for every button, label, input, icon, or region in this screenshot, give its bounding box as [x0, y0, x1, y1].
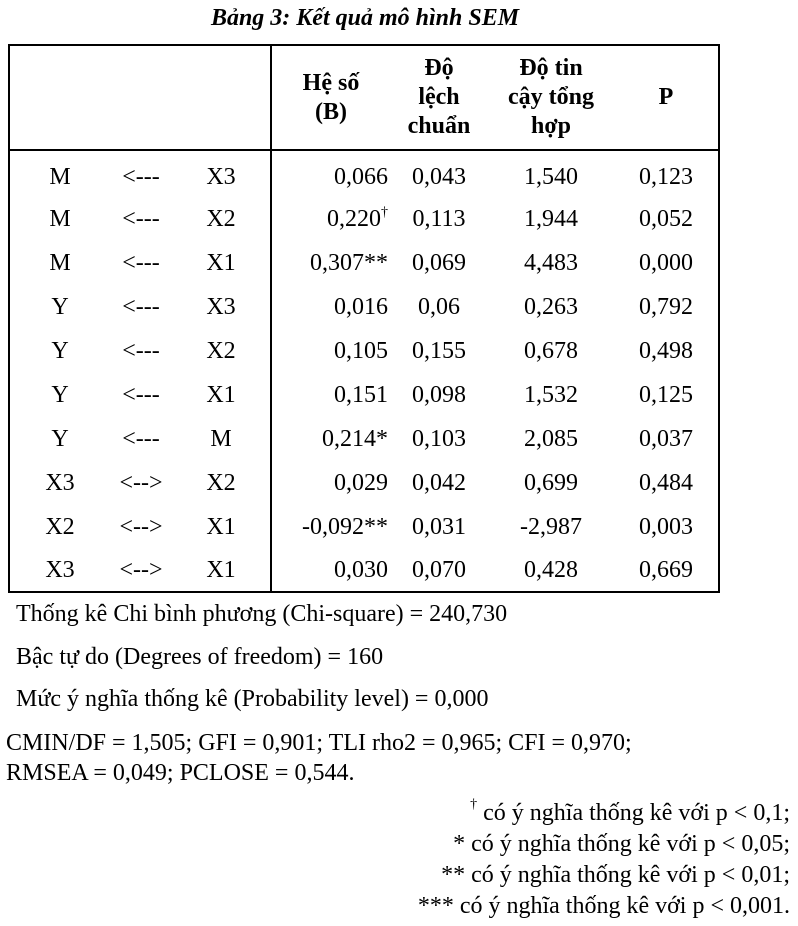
note-dagger: † có ý nghĩa thống kê với p < 0,1;	[470, 797, 790, 826]
cell-coefficient: 0,016	[334, 293, 388, 320]
cell-dependent-var: X2	[45, 513, 75, 540]
cell-path-arrow: <---	[122, 249, 160, 276]
cell-independent-var: X2	[172, 329, 271, 373]
cell-composite-reliability: 4,483	[524, 249, 578, 276]
cell-independent-var: X3	[172, 150, 271, 197]
cell-dependent-var: Y	[51, 337, 69, 364]
cell-dependent-var: X3	[45, 556, 75, 583]
table-row	[9, 373, 719, 417]
cell-path-arrow: <-->	[119, 469, 163, 496]
cell-coefficient: 0,105	[334, 337, 388, 364]
cell-std-error: 0,043	[412, 163, 466, 190]
cell-composite-reliability: 0,699	[524, 469, 578, 496]
table-row	[9, 417, 719, 461]
cell-independent-var: X2	[172, 461, 271, 505]
cell-coefficient: 0,151	[334, 381, 388, 408]
cell-composite-reliability: 1,944	[524, 205, 578, 232]
cell-coefficient: 0,307**	[310, 249, 388, 276]
cell-composite-reliability: 0,428	[524, 556, 578, 583]
cell-std-error: 0,069	[412, 249, 466, 276]
note-two-star: ** có ý nghĩa thống kê với p < 0,01;	[441, 862, 790, 888]
cell-composite-reliability: 2,085	[524, 425, 578, 452]
cell-coefficient: 0,066	[334, 163, 388, 190]
cell-p-value: 0,037	[639, 425, 693, 452]
cell-dependent-var: Y	[51, 425, 69, 452]
cell-independent-var: X3	[172, 285, 271, 329]
cell-coefficient: 0,030	[334, 556, 388, 583]
probability-level-stat: Mức ý nghĩa thống kê (Probability level) = 0,000	[16, 686, 489, 712]
cell-std-error: 0,06	[418, 293, 460, 320]
table-title: Bảng 3: Kết quả mô hình SEM	[210, 5, 520, 31]
cell-std-error: 0,070	[412, 556, 466, 583]
header-p-value: P	[614, 45, 719, 150]
cell-path-arrow: <---	[122, 293, 160, 320]
cell-path-arrow: <---	[122, 337, 160, 364]
cell-p-value: 0,123	[639, 163, 693, 190]
degrees-of-freedom-stat: Bậc tự do (Degrees of freedom) = 160	[16, 644, 384, 670]
note-three-star: *** có ý nghĩa thống kê với p < 0,001.	[417, 893, 790, 919]
table-row	[9, 505, 719, 549]
cell-std-error: 0,155	[412, 337, 466, 364]
cell-dependent-var: Y	[51, 381, 69, 408]
cell-p-value: 0,003	[639, 513, 693, 540]
cell-path-arrow: <-->	[119, 513, 163, 540]
cell-p-value: 0,669	[639, 556, 693, 583]
cell-independent-var: X1	[172, 373, 271, 417]
cell-std-error: 0,031	[412, 513, 466, 540]
cell-dependent-var: M	[49, 249, 71, 276]
chi-square-stat: Thống kê Chi bình phương (Chi-square) = 240,730	[16, 601, 508, 627]
cell-p-value: 0,125	[639, 381, 693, 408]
cell-path-arrow: <-->	[119, 556, 163, 583]
cell-path-arrow: <---	[122, 163, 160, 190]
cell-p-value: 0,000	[639, 249, 693, 276]
table-row	[9, 329, 719, 373]
cell-path-arrow: <---	[122, 381, 160, 408]
cell-p-value: 0,052	[639, 205, 693, 232]
header-composite-reliability: Độ tin cậy tổng hợp	[488, 45, 614, 150]
table-row	[9, 285, 719, 329]
header-blank-1	[9, 45, 110, 150]
header-std-error: Độ lệch chuẩn	[390, 45, 488, 150]
cell-std-error: 0,113	[412, 205, 466, 232]
cell-composite-reliability: 0,678	[524, 337, 578, 364]
table-row	[9, 197, 719, 241]
cell-coefficient: 0,029	[334, 469, 388, 496]
dagger-mark: †	[381, 204, 388, 220]
sem-results-table	[8, 44, 720, 593]
cell-std-error: 0,042	[412, 469, 466, 496]
header-blank-2	[110, 45, 172, 150]
cell-composite-reliability: 1,532	[524, 381, 578, 408]
cell-composite-reliability: 0,263	[524, 293, 578, 320]
cell-p-value: 0,484	[639, 469, 693, 496]
header-coefficient: Hệ số (B)	[271, 45, 390, 150]
table-row	[9, 150, 719, 197]
cell-dependent-var: X3	[45, 469, 75, 496]
header-blank-3	[172, 45, 271, 150]
cell-independent-var: X1	[172, 241, 271, 285]
cell-dependent-var: M	[49, 205, 71, 232]
cell-coefficient: -0,092**	[302, 513, 388, 540]
cell-dependent-var: Y	[51, 293, 69, 320]
table-row	[9, 461, 719, 505]
cell-independent-var: X2	[172, 197, 271, 241]
cell-coefficient: 0,220†	[327, 204, 388, 232]
table-row	[9, 241, 719, 285]
fit-indices-line-1: CMIN/DF = 1,505; GFI = 0,901; TLI rho2 = 0,965; CFI = 0,970;	[6, 730, 632, 756]
dagger-symbol: †	[470, 797, 478, 812]
significance-notes	[418, 798, 790, 922]
note-one-star: * có ý nghĩa thống kê với p < 0,05;	[453, 831, 790, 857]
cell-path-arrow: <---	[122, 205, 160, 232]
fit-indices-line-2: RMSEA = 0,049; PCLOSE = 0,544.	[6, 760, 355, 786]
table-row	[9, 549, 719, 592]
cell-p-value: 0,498	[639, 337, 693, 364]
table-body	[9, 150, 719, 592]
fit-indices	[6, 728, 766, 788]
cell-independent-var: X1	[172, 549, 271, 592]
cell-path-arrow: <---	[122, 425, 160, 452]
cell-std-error: 0,098	[412, 381, 466, 408]
table-header-row	[9, 45, 719, 150]
cell-independent-var: X1	[172, 505, 271, 549]
cell-independent-var: M	[172, 417, 271, 461]
cell-composite-reliability: -2,987	[520, 513, 582, 540]
cell-composite-reliability: 1,540	[524, 163, 578, 190]
cell-dependent-var: M	[49, 163, 71, 190]
cell-p-value: 0,792	[639, 293, 693, 320]
cell-coefficient: 0,214*	[322, 425, 388, 452]
cell-std-error: 0,103	[412, 425, 466, 452]
